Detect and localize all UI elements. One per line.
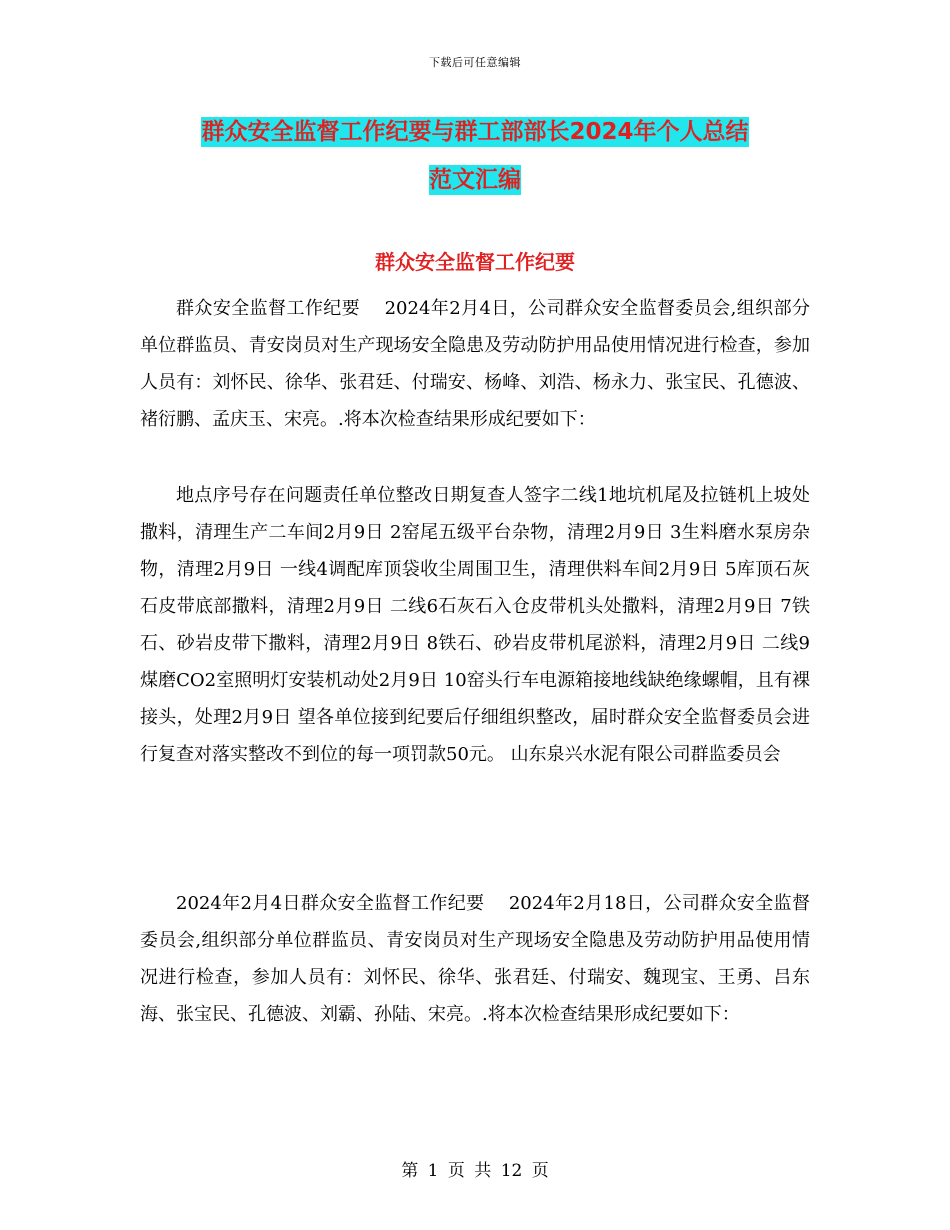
document-title xyxy=(140,108,810,204)
paragraph-1-block xyxy=(140,290,810,438)
header-note: 下载后可任意编辑 xyxy=(429,56,521,69)
paragraph: 2024年2月4日群众安全监督工作纪要 2024年2月18日，公司群众安全监督委员会,组织部分单位群监员、青安岗员对生产现场安全隐患及劳动防护用品使用情况进行检查，参加人员有：刘怀民、徐华、张君廷、付瑞安、魏现宝、王勇、吕东海、张宝民、孔德波、刘霸、孙陆、宋亮。.将本次检查结果形成纪要如下： xyxy=(140,893,810,1025)
section-title: 群众安全监督工作纪要 xyxy=(375,250,575,274)
paragraph-3-block xyxy=(140,885,810,1033)
document-title-line-2: 范文汇编 xyxy=(429,167,521,193)
page-footer: 第 1 页 共 12 页 xyxy=(401,1161,549,1181)
paragraph: 地点序号存在问题责任单位整改日期复查人签字二线1地坑机尾及拉链机上坡处撒料，清理生产二车间2月9日 2窑尾五级平台杂物，清理2月9日 3生料磨水泵房杂物，清理2月9日 一线4调配库顶袋收尘周围卫生，清理供料车间2月9日 5库顶石灰石皮带底部撒料，清理2月9日 二线6石灰石入仓皮带机头处撒料，清理2月9日 7铁石、砂岩皮带下撒料，清理2月9日 8铁石、砂岩皮带机尾淤料，清理2月9日 二线9煤磨CO2室照明灯安装机动处2月9日 10窑头行车电源箱接地线缺绝缘螺帽，且有裸接头，处理2月9日 望各单位接到纪要后仔细组织整改，届时群众安全监督委员会进行复查对落实整改不到位的每一项罚款50元。 山东泉兴水泥有限公司群监委员会 xyxy=(140,485,810,765)
document-title-line-1: 群众安全监督工作纪要与群工部部长2024年个人总结 xyxy=(201,119,749,145)
paragraph-2-block xyxy=(140,477,810,773)
paragraph: 群众安全监督工作纪要 2024年2月4日，公司群众安全监督委员会,组织部分单位群监员、青安岗员对生产现场安全隐患及劳动防护用品使用情况进行检查，参加人员有：刘怀民、徐华、张君廷、付瑞安、杨峰、刘浩、杨永力、张宝民、孔德波、褚衍鹏、孟庆玉、宋亮。.将本次检查结果形成纪要如下： xyxy=(140,298,810,430)
